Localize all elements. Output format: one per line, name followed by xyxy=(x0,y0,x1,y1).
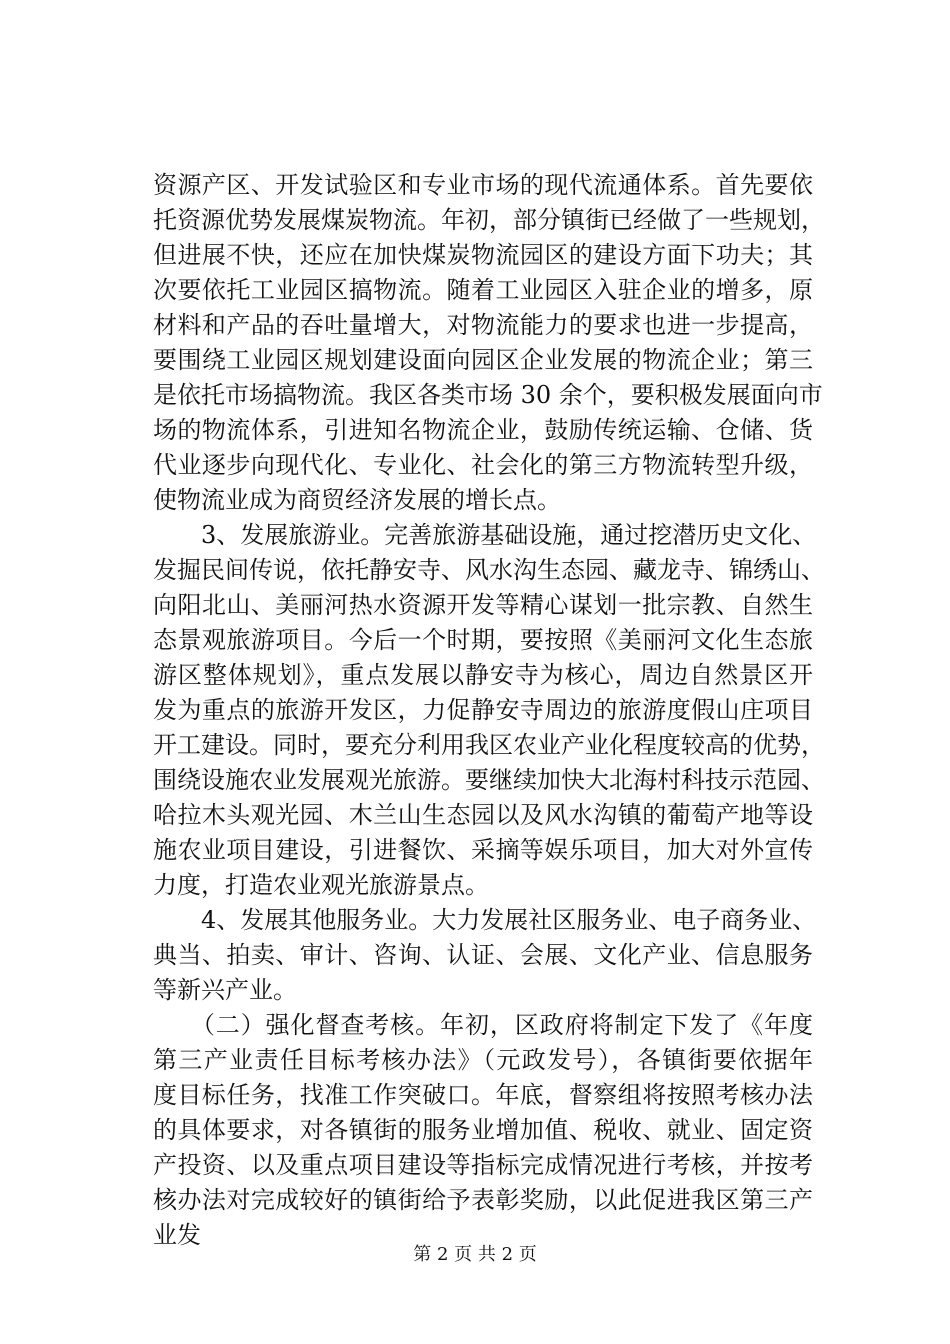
text-line: 态景观旅游项目。今后一个时期，要按照《美丽河文化生态旅 xyxy=(153,626,813,654)
text-line: 业发 xyxy=(153,1221,201,1249)
text-line: 游区整体规划》，重点发展以静安寺为核心，周边自然景区开 xyxy=(153,661,813,689)
text-line: 资源产区、开发试验区和专业市场的现代流通体系。首先要依 xyxy=(153,171,813,199)
text-line: 的具体要求，对各镇街的服务业增加值、税收、就业、固定资 xyxy=(153,1116,813,1144)
text-line: 要围绕工业园区规划建设面向园区企业发展的物流企业；第三 xyxy=(153,346,813,374)
text-line: （二）强化督查考核。年初，区政府将制定下发了《年度 xyxy=(153,1011,813,1039)
text-line: 使物流业成为商贸经济发展的增长点。 xyxy=(153,486,561,514)
text-line: 产投资、以及重点项目建设等指标完成情况进行考核，并按考 xyxy=(153,1151,813,1179)
document-body xyxy=(153,168,825,1253)
text-line: 是依托市场搞物流。我区各类市场 30 余个，要积极发展面向市 xyxy=(153,381,823,409)
text-line: 材料和产品的吞吐量增大，对物流能力的要求也进一步提高， xyxy=(153,311,813,339)
text-line: 核办法对完成较好的镇街给予表彰奖励，以此促进我区第三产 xyxy=(153,1186,813,1214)
text-line: 3、发展旅游业。完善旅游基础设施，通过挖潜历史文化、 xyxy=(153,521,817,549)
text-line: 等新兴产业。 xyxy=(153,976,297,1004)
text-line: 力度，打造农业观光旅游景点。 xyxy=(153,871,489,899)
text-line: 但进展不快，还应在加快煤炭物流园区的建设方面下功夫；其 xyxy=(153,241,813,269)
text-line: 向阳北山、美丽河热水资源开发等精心谋划一批宗教、自然生 xyxy=(153,591,813,619)
text-line: 第三产业责任目标考核办法》（元政发号），各镇街要依据年 xyxy=(153,1046,813,1074)
text-line: 典当、拍卖、审计、咨询、认证、会展、文化产业、信息服务 xyxy=(153,941,813,969)
page-footer: 第 2 页 共 2 页 xyxy=(413,1244,537,1265)
text-line: 4、发展其他服务业。大力发展社区服务业、电子商务业、 xyxy=(153,906,817,934)
text-line: 次要依托工业园区搞物流。随着工业园区入驻企业的增多，原 xyxy=(153,276,813,304)
text-line: 托资源优势发展煤炭物流。年初，部分镇街已经做了一些规划， xyxy=(153,206,825,234)
text-line: 哈拉木头观光园、木兰山生态园以及风水沟镇的葡萄产地等设 xyxy=(153,801,813,829)
text-line: 发掘民间传说，依托静安寺、风水沟生态园、藏龙寺、锦绣山、 xyxy=(153,556,825,584)
text-line: 度目标任务，找准工作突破口。年底，督察组将按照考核办法 xyxy=(153,1081,813,1109)
text-line: 代业逐步向现代化、专业化、社会化的第三方物流转型升级， xyxy=(153,451,813,479)
text-line: 开工建设。同时，要充分利用我区农业产业化程度较高的优势， xyxy=(153,731,825,759)
text-line: 发为重点的旅游开发区，力促静安寺周边的旅游度假山庄项目 xyxy=(153,696,813,724)
text-line: 场的物流体系，引进知名物流企业，鼓励传统运输、仓储、货 xyxy=(153,416,813,444)
text-line: 围绕设施农业发展观光旅游。要继续加快大北海村科技示范园、 xyxy=(153,766,825,794)
text-line: 施农业项目建设，引进餐饮、采摘等娱乐项目，加大对外宣传 xyxy=(153,836,813,864)
